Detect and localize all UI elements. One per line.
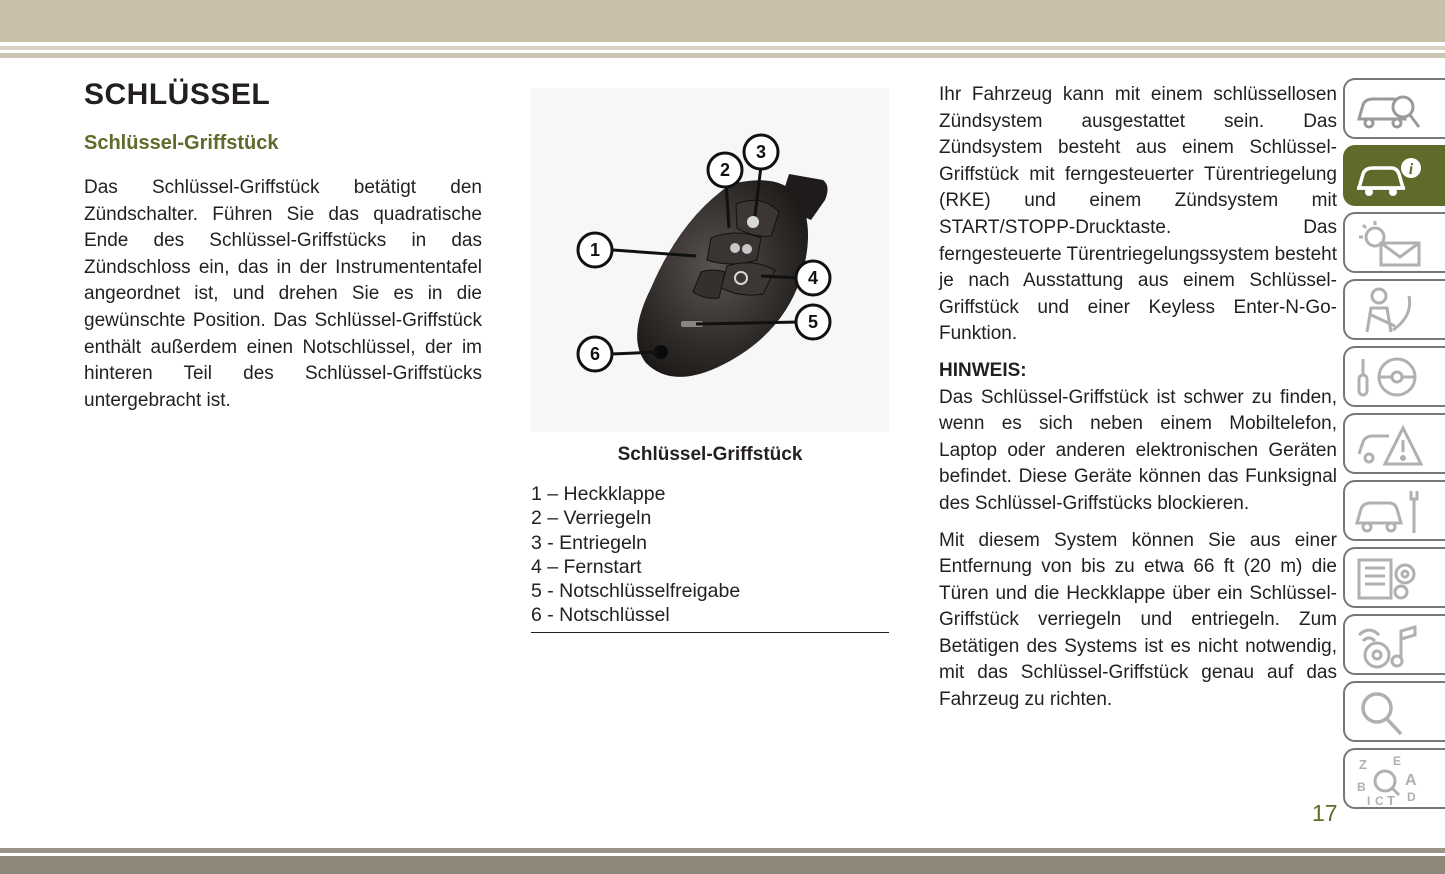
tab-multimedia[interactable] [1343,614,1445,675]
alphabet-index-icon [1353,755,1425,807]
car-info-icon [1353,152,1425,202]
tab-car-search[interactable] [1343,78,1445,139]
subsection-heading: Schlüssel-Griffstück [84,132,279,154]
tab-starting-operating[interactable] [1343,346,1445,407]
note-text: Das Schlüssel-Griffstück ist schwer zu finden, wenn es sich neben einem Mobiltelefon, Laptop oder anderen elektronischen Geräten befindet. Diese Geräte können das Funksignal des Schlüssel-Griffstücks blockieren. [939,386,1337,514]
figure-caption: Schlüssel-Griffstück [617,444,803,465]
svg-text:Z: Z [1359,757,1367,772]
tab-index-search[interactable] [1343,681,1445,742]
bottom-band [0,856,1445,874]
car-search-icon [1353,85,1425,135]
callout-2: 2 [719,160,731,180]
figure-legend [531,482,889,633]
legend-item: 2 – Verriegeln [531,507,652,530]
right-paragraph-2: Mit diesem System können Sie aus einer Entfernung von bis zu etwa 66 ft (20 m) die Türen und die Heckklappe über ein Schlüssel-Griffstück verriegeln und entriegeln. Zum Betätigen des Systems ist es nicht notwendig, mit das Schlüssel-Griffstück genau auf das Fahrzeug zu richten. [939,529,1337,711]
tab-alphabet-index[interactable] [1343,748,1445,809]
page-number: 17 [1312,800,1338,826]
right-column [939,82,1337,724]
note-label: HINWEIS: [939,359,1027,381]
airbag-safety-icon [1353,286,1425,336]
callout-3: 3 [755,142,767,162]
legend-item: 4 – Fernstart [531,555,642,578]
tab-specifications[interactable] [1343,547,1445,608]
svg-text:E: E [1393,755,1402,768]
multimedia-music-icon [1353,621,1425,671]
roadside-warning-triangle-icon [1353,420,1425,470]
legend-item: 3 - Entriegeln [531,531,647,554]
top-rule [0,46,1445,50]
warning-lights-message-icon [1353,219,1425,269]
callout-5: 5 [807,312,819,332]
svg-text:D: D [1407,790,1416,804]
specifications-gear-icon [1353,554,1425,604]
tab-safety[interactable] [1343,279,1445,340]
right-paragraph-1: Ihr Fahrzeug kann mit einem schlüssellosen Zündsystem ausgestattet sein. Das Zündsystem besteht aus einem Schlüssel-Griffstück mit ferngesteuerter Türentriegelung (RKE) und einem Zündsystem mit START/STOPP-Drucktaste. Das ferngesteuerte Türentriegelungssystem besteht je nach Ausstattung aus einem Schlüssel-Griffstück und einer Keyless Enter-N-Go-Funktion. [939,84,1337,345]
top-rule-2 [0,53,1445,58]
legend-item: 6 - Notschlüssel [531,604,670,627]
tab-emergency[interactable] [1343,413,1445,474]
callout-4: 4 [807,268,819,288]
top-band [0,0,1445,42]
tab-warning-lights[interactable] [1343,212,1445,273]
index-search-icon [1353,688,1425,738]
key-fob-illustration [531,88,889,432]
key-steering-wheel-icon [1353,353,1425,403]
svg-text:A: A [1405,772,1417,789]
svg-text:T: T [1387,793,1395,807]
svg-text:I: I [1367,794,1371,807]
legend-item: 1 – Heckklappe [531,483,666,505]
callout-6: 6 [589,344,601,364]
section-heading: SCHLÜSSEL [84,78,271,111]
svg-text:i: i [1408,161,1414,178]
tab-servicing[interactable] [1343,480,1445,541]
svg-text:B: B [1357,780,1366,794]
tab-car-info[interactable] [1343,145,1445,206]
key-fob-icon [531,88,889,432]
legend-item: 5 - Notschlüsselfreigabe [531,580,741,603]
svg-text:C: C [1375,794,1384,807]
bottom-rule [0,848,1445,853]
callout-1: 1 [589,240,601,260]
car-maintenance-wrench-icon [1353,487,1425,537]
left-paragraph: Das Schlüssel-Griffstück betätigt den Zündschalter. Führen Sie das quadratische Ende des Schlüssel-Griffstücks in das Zündschloss ein, das in der Instrumententafel angeordnet ist, und drehen Sie es in die gewünschte Position. Das Schlüssel-Griffstück enthält außerdem einen Notschlüssel, der im hinteren Teil des Schlüssel-Griffstücks untergebracht ist. [84,177,482,411]
